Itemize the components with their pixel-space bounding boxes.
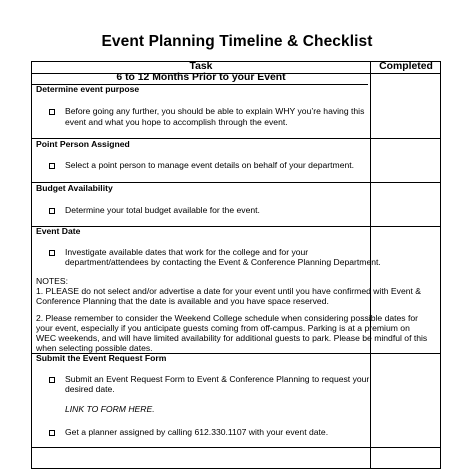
item-text: Before going any further, you should be able to explain WHY you’re having this <box>65 106 365 116</box>
item-text: desired date. <box>65 384 115 394</box>
section-heading-request-form: Submit the Event Request Form <box>36 353 167 363</box>
note-text: 1. PLEASE do not select and/or advertise a date for your event until you have confirmed with Event & <box>36 286 422 296</box>
section-heading-event-date: Event Date <box>36 226 81 236</box>
row-divider <box>32 447 440 448</box>
item-text: Submit an Event Request Form to Event & Conference Planning to request your <box>65 374 370 384</box>
form-link[interactable]: LINK TO FORM HERE. <box>65 404 155 414</box>
item-text: department/attendees by contacting the Event & Conference Planning Department. <box>65 257 381 267</box>
notes-label: NOTES: <box>36 276 68 286</box>
checklist-table <box>31 61 441 469</box>
checkbox-icon[interactable] <box>49 163 55 169</box>
task-column-header: Task <box>189 61 213 72</box>
item-text: event and what you hope to accomplish through the event. <box>65 117 288 127</box>
document-title: Event Planning Timeline & Checklist <box>101 33 373 50</box>
note-text: your event, especially if you anticipate guests coming from off-campus. Parking is at a premium on <box>36 323 410 333</box>
note-text: when selecting possible dates. <box>36 343 153 353</box>
checkbox-icon[interactable] <box>49 208 55 214</box>
note-text: 2. Please remember to consider the Weekend College schedule when considering possible dates for <box>36 313 419 323</box>
item-text: Select a point person to manage event details on behalf of your department. <box>65 160 355 170</box>
note-text: Conference Planning that the date is available and you have space reserved. <box>36 296 329 306</box>
period-heading: 6 to 12 Months Prior to your Event <box>116 72 286 83</box>
checkbox-icon[interactable] <box>49 109 55 115</box>
section-heading-point-person: Point Person Assigned <box>36 139 130 149</box>
checkbox-icon[interactable] <box>49 377 55 383</box>
note-text: WEC weekends, and will have limited availability for additional guests to park. Please be mindful of this <box>36 333 428 343</box>
item-text: Investigate available dates that work for the college and for your <box>65 247 309 257</box>
item-text: Get a planner assigned by calling 612.330.1107 with your event date. <box>65 427 329 437</box>
row-divider <box>32 226 440 227</box>
item-text: Determine your total budget available for the event. <box>65 205 260 215</box>
completed-column-header: Completed <box>379 61 433 72</box>
checkbox-icon[interactable] <box>49 430 55 436</box>
section-heading-purpose: Determine event purpose <box>36 84 140 94</box>
checkbox-icon[interactable] <box>49 250 55 256</box>
section-heading-budget: Budget Availability <box>36 183 113 193</box>
